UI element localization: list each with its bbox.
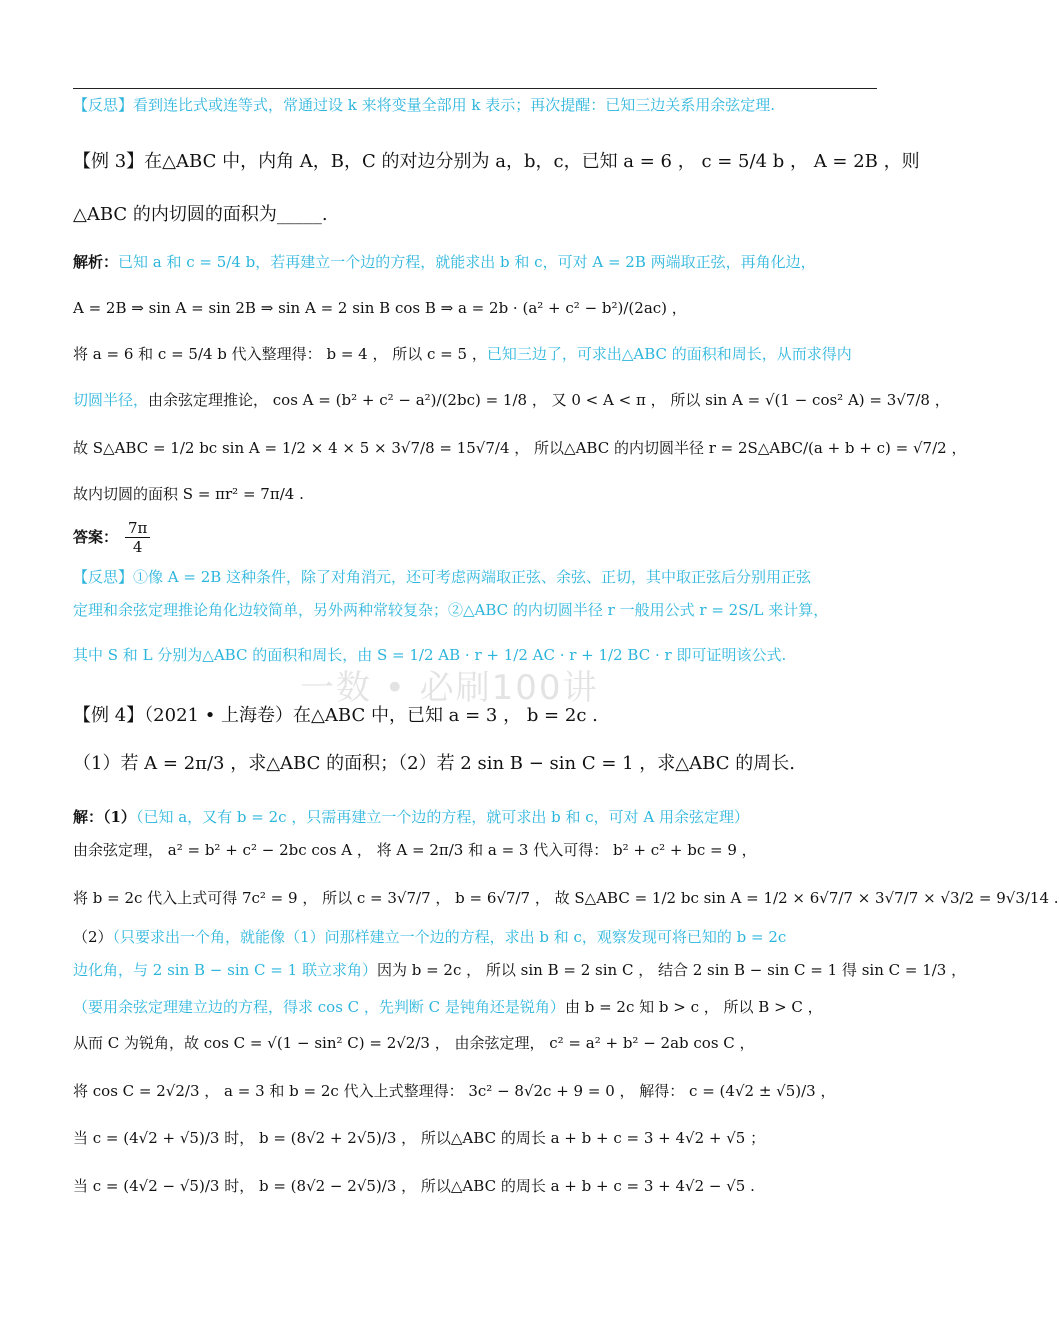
example-3-solution-5: 故 S△ABC = 1/2 bc sin A = 1/2 × 4 × 5 × 3√7/8 = 15√7/4 ， 所以△ABC 的内切圆半径 r = 2S△ABC/(a + b + c) = √7/2 ， xyxy=(73,439,967,457)
example-3-solution-4 xyxy=(73,390,950,410)
solution-label: 解析： xyxy=(73,253,119,271)
example-3-solution-6: 故内切圆的面积 S = πr² = 7π/4 . xyxy=(73,485,304,503)
solution-hint: 已知三边了，可求出△ABC 的面积和周长，从而求得内 xyxy=(486,345,852,363)
example-4-solution-4 xyxy=(73,927,893,947)
example-4-solution-9: 当 c = (4√2 + √5)/3 时， b = (8√2 + 2√5)/3 ， 所以△ABC 的周长 a + b + c = 3 + 4√2 + √5 ； xyxy=(73,1129,766,1147)
example-3-solution-3 xyxy=(73,344,893,364)
solution-hint: （已知 a，又有 b = 2c ，只需再建立一个边的方程，就可求出 b 和 c，可对 A 用余弦定理） xyxy=(135,808,750,826)
reflection-2-line-1: 【反思】①像 A = 2B 这种条件，除了对角消元，还可考虑两端取正弦、余弦、正切，其中取正弦后分别用正弦 xyxy=(73,568,812,586)
example-4-solution-2: 由余弦定理， a² = b² + c² − 2bc cos A ， 将 A = 2π/3 和 a = 3 代入可得： b² + c² + bc = 9 ， xyxy=(73,841,757,859)
solution-step: 解：（1） xyxy=(73,808,136,826)
watermark: 一数 • 必刷100讲 xyxy=(300,668,599,708)
top-rule xyxy=(73,88,877,89)
solution-hint: （要用余弦定理建立边的方程，得求 cos C ，先判断 C 是钝角还是锐角） xyxy=(73,998,565,1016)
answer-fraction xyxy=(125,519,150,556)
reflection-1: 【反思】看到连比式或连等式，常通过设 k 来将变量全部用 k 表示；再次提醒：已知三边关系用余弦定理. xyxy=(73,96,776,114)
solution-step: 将 a = 6 和 c = 5/4 b 代入整理得： b = 4 ， 所以 c = 5 ， xyxy=(73,345,487,363)
solution-step: 由余弦定理推论， cos A = (b² + c² − a²)/(2bc) = 1/8 ， 又 0 < A < π ， 所以 sin A = √(1 − cos² A) = 3√7/8 ， xyxy=(148,391,950,409)
solution-step: 因为 b = 2c ， 所以 sin B = 2 sin C ， 结合 2 sin B − sin C = 1 得 sin C = 1/3 ， xyxy=(376,961,967,979)
example-3-statement-2: △ABC 的内切圆的面积为_____. xyxy=(73,204,328,225)
solution-step: （2） xyxy=(73,928,113,946)
reflection-2-line-2: 定理和余弦定理推论角化边较简单，另外两种常较复杂；②△ABC 的内切圆半径 r 一般用公式 r = 2S/L 来计算， xyxy=(73,601,829,619)
answer-denominator: 4 xyxy=(132,538,143,556)
example-4-statement-2: （1）若 A = 2π/3 ，求△ABC 的面积；（2）若 2 sin B − sin C = 1 ，求△ABC 的周长. xyxy=(73,753,795,774)
example-3-statement-1: 【例 3】在△ABC 中，内角 A，B，C 的对边分别为 a，b，c，已知 a = 6 ， c = 5/4 b ， A = 2B ，则 xyxy=(73,151,920,172)
reflection-2-line-3: 其中 S 和 L 分别为△ABC 的面积和周长，由 S = 1/2 AB · r + 1/2 AC · r + 1/2 BC · r 即可证明该公式. xyxy=(73,646,787,664)
example-4-solution-1 xyxy=(73,807,893,827)
solution-hint: 切圆半径， xyxy=(73,391,149,409)
solution-hint: 边化角，与 2 sin B − sin C = 1 联立求角） xyxy=(73,961,377,979)
example-4-solution-10: 当 c = (4√2 − √5)/3 时， b = (8√2 − 2√5)/3 ， 所以△ABC 的周长 a + b + c = 3 + 4√2 − √5 . xyxy=(73,1177,755,1195)
example-3-solution-1 xyxy=(73,252,893,272)
example-4-statement-1: 【例 4】（2021 • 上海卷）在△ABC 中，已知 a = 3 ， b = 2c . xyxy=(73,705,598,726)
solution-step: 由 b = 2c 知 b > c ， 所以 B > C ， xyxy=(564,998,823,1016)
example-4-solution-6 xyxy=(73,997,893,1017)
answer-numerator: 7π xyxy=(125,519,150,538)
example-3-solution-2: A = 2B ⇒ sin A = sin 2B ⇒ sin A = 2 sin B cos B ⇒ a = 2b · (a² + c² − b²)/(2ac) ， xyxy=(73,299,687,317)
solution-hint: 已知 a 和 c = 5/4 b，若再建立一个边的方程，就能求出 b 和 c，可对 A = 2B 两端取正弦，再角化边， xyxy=(118,253,816,271)
answer-label: 答案： xyxy=(73,528,119,546)
example-4-solution-5 xyxy=(73,960,967,980)
example-4-solution-8: 将 cos C = 2√2/3 ， a = 3 和 b = 2c 代入上式整理得： 3c² − 8√2c + 9 = 0 ， 解得： c = (4√2 ± √5)/3 ， xyxy=(73,1082,836,1100)
solution-hint: （只要求出一个角，就能像（1）问那样建立一个边的方程，求出 b 和 c，观察发现可将已知的 b = 2c xyxy=(112,928,787,946)
example-4-solution-3: 将 b = 2c 代入上式可得 7c² = 9 ， 所以 c = 3√7/7 ， b = 6√7/7 ， 故 S△ABC = 1/2 bc sin A = 1/2 × 6√7/7 × 3√7/7 × √3/2 = 9√3/14 . xyxy=(73,889,1059,907)
example-4-solution-7: 从而 C 为锐角，故 cos C = √(1 − sin² C) = 2√2/3 ， 由余弦定理， c² = a² + b² − 2ab cos C ， xyxy=(73,1034,755,1052)
